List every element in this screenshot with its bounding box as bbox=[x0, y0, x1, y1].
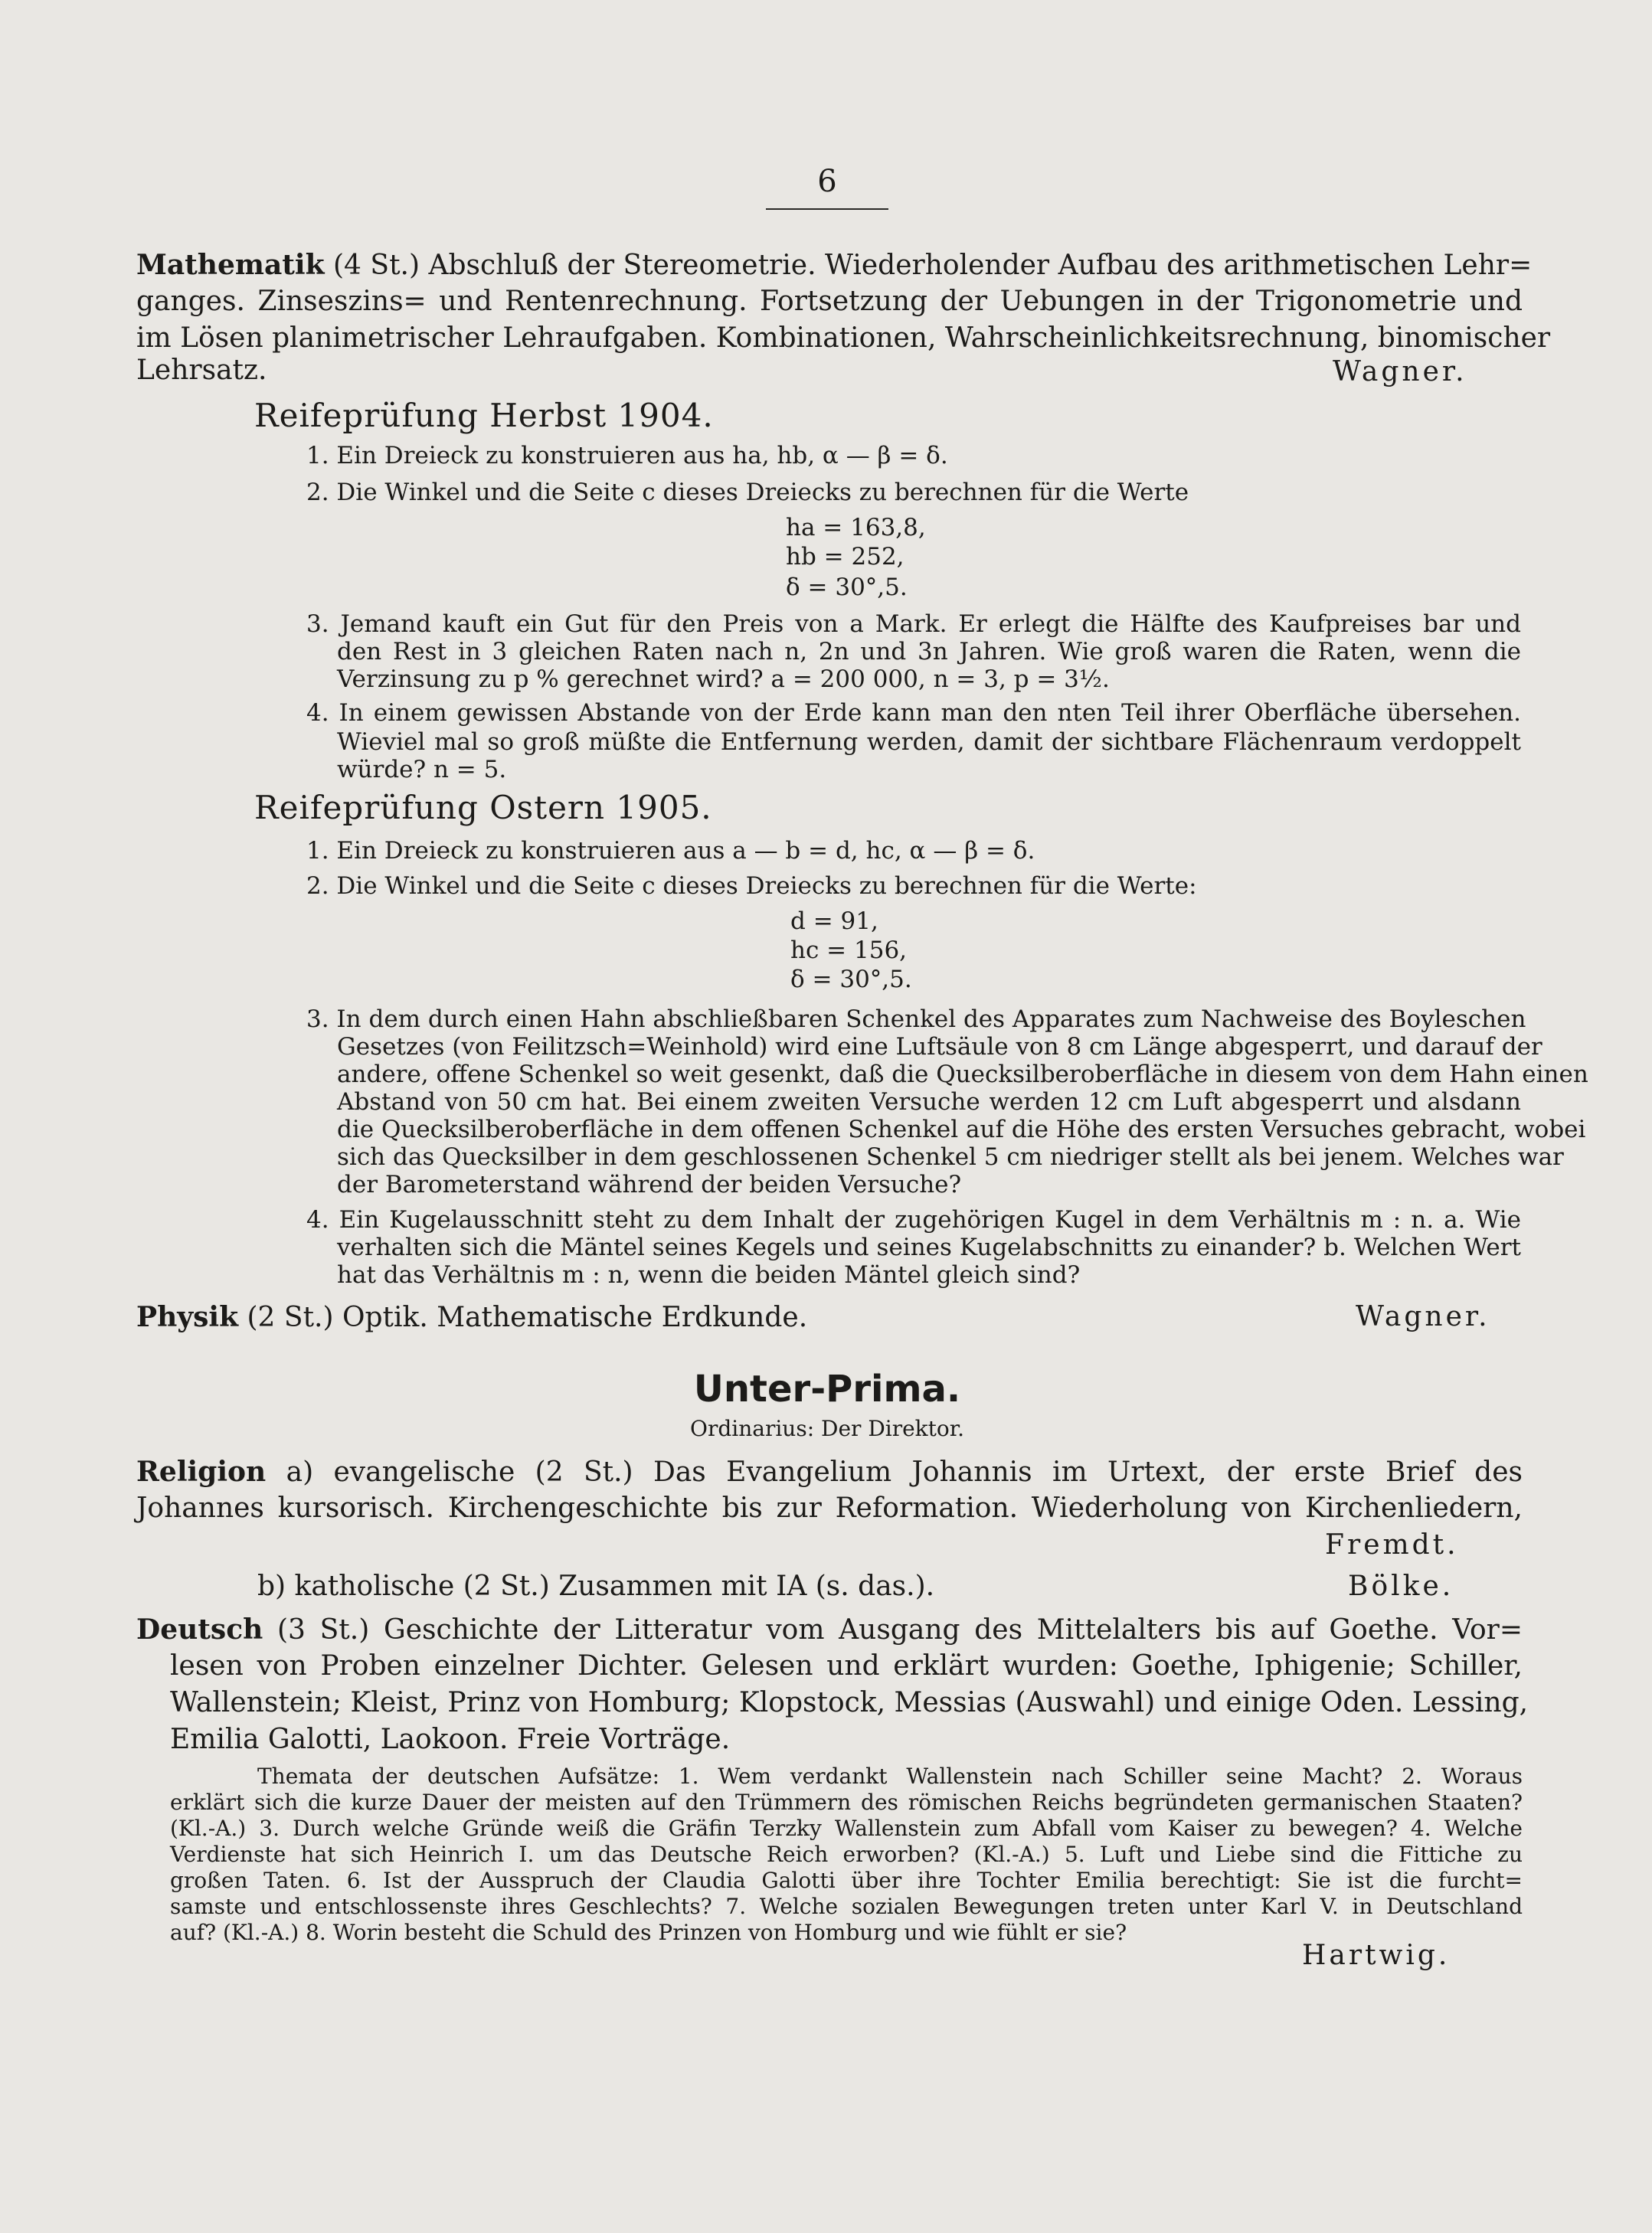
exam-task: sich das Quecksilber in dem geschlossenen Schenkel 5 cm niedriger stellt als bei jenem. Welches war bbox=[337, 1143, 1564, 1171]
exam-task: 4. In einem gewissen Abstande von der Erde kann man den nten Teil ihrer Oberfläche übersehen. bbox=[306, 699, 1521, 727]
religion-line-2: Johannes kursorisch. Kirchengeschichte bis zur Reformation. Wiederholung von Kirchenliedern, bbox=[136, 1492, 1523, 1524]
page-number-rule bbox=[766, 208, 888, 210]
exam-task: Gesetzes (von Feilitzsch=Weinhold) wird eine Luftsäule von 8 cm Länge abgesperrt, und darauf der bbox=[337, 1033, 1542, 1061]
deutsch-line-2: lesen von Proben einzelner Dichter. Gelesen und erklärt wurden: Goethe, Iphigenie; Schiller, bbox=[170, 1650, 1523, 1682]
exam-value: ha = 163,8, bbox=[786, 514, 926, 541]
teacher-signature: Fremdt. bbox=[1325, 1529, 1459, 1561]
themata-line: (Kl.-A.) 3. Durch welche Gründe weiß die Gräfin Terzky Wallenstein zum Abfall vom Kaiser zu bewegen? 4. Welche bbox=[170, 1816, 1523, 1841]
mathematik-line-1: Mathematik (4 St.) Abschluß der Stereometrie. Wiederholender Aufbau des arithmetischen Lehr= bbox=[136, 249, 1533, 281]
themata-line: großen Taten. 6. Ist der Ausspruch der Claudia Galotti über ihre Tochter Emilia berechtigt: Sie ist die furcht= bbox=[170, 1868, 1523, 1893]
exam-value: hc = 156, bbox=[790, 937, 908, 964]
exam-task: 2. Die Winkel und die Seite c dieses Dreiecks zu berechnen für die Werte bbox=[306, 479, 1189, 506]
exam-task: 3. In dem durch einen Hahn abschließbaren Schenkel des Apparates zum Nachweise des Boyleschen bbox=[306, 1005, 1526, 1033]
deutsch-line-3: Wallenstein; Kleist, Prinz von Homburg; Klopstock, Messias (Auswahl) und einige Oden. Lessing, bbox=[170, 1687, 1529, 1718]
exam-value: δ = 30°,5. bbox=[786, 574, 908, 601]
teacher-signature: Bölke. bbox=[1348, 1571, 1454, 1602]
page-number: 6 bbox=[817, 164, 837, 199]
exam-task: Verzinsung zu p % gerechnet wird? a = 200 000, n = 3, p = 3½. bbox=[337, 665, 1110, 693]
themata-line: erklärt sich die kurze Dauer der meisten auf den Trümmern des römischen Reichs begründeten germanischen Staaten? bbox=[170, 1790, 1523, 1815]
exam-task: hat das Verhältnis m : n, wenn die beiden Mäntel gleich sind? bbox=[337, 1261, 1081, 1289]
exam-task: andere, offene Schenkel so weit gesenkt, daß die Quecksilberoberfläche in diesem von dem Hahn einen bbox=[337, 1061, 1588, 1088]
teacher-signature: Hartwig. bbox=[1302, 1940, 1451, 1971]
section-title: Unter-Prima. bbox=[693, 1368, 961, 1411]
themata-line: samste und entschlossenste ihres Geschlechts? 7. Welche sozialen Bewegungen treten unter Karl V. in Deutschland bbox=[170, 1894, 1523, 1919]
exam-task: 2. Die Winkel und die Seite c dieses Dreiecks zu berechnen für die Werte: bbox=[306, 872, 1197, 900]
deutsch-line-1: Deutsch (3 St.) Geschichte der Litteratur vom Ausgang des Mittelalters bis auf Goethe. Vor= bbox=[136, 1613, 1523, 1646]
exam-task: würde? n = 5. bbox=[337, 756, 507, 783]
exam-task: 3. Jemand kauft ein Gut für den Preis von a Mark. Er erlegt die Hälfte des Kaufpreises bar und bbox=[306, 610, 1521, 638]
religion-line-3: b) katholische (2 St.) Zusammen mit IA (s. das.). bbox=[257, 1571, 935, 1602]
exam-task: den Rest in 3 gleichen Raten nach n, 2n und 3n Jahren. Wie groß waren die Raten, wenn die bbox=[337, 638, 1521, 665]
exam-task: 1. Ein Dreieck zu konstruieren aus a — b = d, hc, α — β = δ. bbox=[306, 837, 1035, 865]
exam-task: 4. Ein Kugelausschnitt steht zu dem Inhalt der zugehörigen Kugel in dem Verhältnis m : n. a. Wie bbox=[306, 1206, 1521, 1234]
religion-line-1: Religion a) evangelische (2 St.) Das Evangelium Johannis im Urtext, der erste Brief des bbox=[136, 1456, 1523, 1488]
exam-value: d = 91, bbox=[790, 907, 878, 935]
exam-heading: Reifeprüfung Ostern 1905. bbox=[254, 789, 712, 826]
teacher-signature: Wagner. bbox=[1356, 1301, 1490, 1332]
ordinarius-note: Ordinarius: Der Direktor. bbox=[690, 1416, 964, 1441]
exam-task: Abstand von 50 cm hat. Bei einem zweiten Versuche werden 12 cm Luft abgesperrt und alsdann bbox=[337, 1088, 1521, 1116]
themata-line: Verdienste hat sich Heinrich I. um das Deutsche Reich erworben? (Kl.-A.) 5. Luft und Liebe sind die Fittiche zu bbox=[170, 1842, 1523, 1867]
exam-value: δ = 30°,5. bbox=[790, 966, 912, 993]
teacher-signature: Wagner. bbox=[1333, 356, 1467, 387]
subject-religion: Religion bbox=[136, 1456, 267, 1488]
physik-line: Physik (2 St.) Optik. Mathematische Erdkunde. bbox=[136, 1301, 808, 1333]
themata-line: Themata der deutschen Aufsätze: 1. Wem verdankt Wallenstein nach Schiller seine Macht? 2. Woraus bbox=[257, 1764, 1523, 1789]
exam-task: 1. Ein Dreieck zu konstruieren aus ha, hb, α — β = δ. bbox=[306, 442, 948, 469]
exam-task: der Barometerstand während der beiden Versuche? bbox=[337, 1171, 962, 1198]
mathematik-line-2: ganges. Zinseszins= und Rentenrechnung. Fortsetzung der Uebungen in der Trigonometrie und bbox=[136, 286, 1523, 317]
mathematik-line-3: im Lösen planimetrischer Lehraufgaben. Kombinationen, Wahrscheinlichkeitsrechnung, binomischer bbox=[136, 322, 1551, 354]
exam-task: die Quecksilberoberfläche in dem offenen Schenkel auf die Höhe des ersten Versuches gebracht, wobei bbox=[337, 1116, 1586, 1143]
subject-deutsch: Deutsch bbox=[136, 1613, 263, 1646]
subject-mathematik: Mathematik bbox=[136, 249, 325, 281]
mathematik-line-4: Lehrsatz. bbox=[136, 355, 267, 386]
exam-value: hb = 252, bbox=[786, 543, 905, 571]
exam-task: verhalten sich die Mäntel seines Kegels und seines Kugelabschnitts zu einander? b. Welchen Wert bbox=[337, 1234, 1521, 1261]
subject-physik: Physik bbox=[136, 1301, 239, 1333]
deutsch-line-4: Emilia Galotti, Laokoon. Freie Vorträge. bbox=[170, 1724, 731, 1755]
themata-line: auf? (Kl.-A.) 8. Worin besteht die Schuld des Prinzen von Homburg und wie fühlt er sie? bbox=[170, 1920, 1127, 1945]
exam-task: Wieviel mal so groß müßte die Entfernung werden, damit der sichtbare Flächenraum verdoppelt bbox=[337, 728, 1521, 756]
exam-heading: Reifeprüfung Herbst 1904. bbox=[254, 397, 714, 434]
